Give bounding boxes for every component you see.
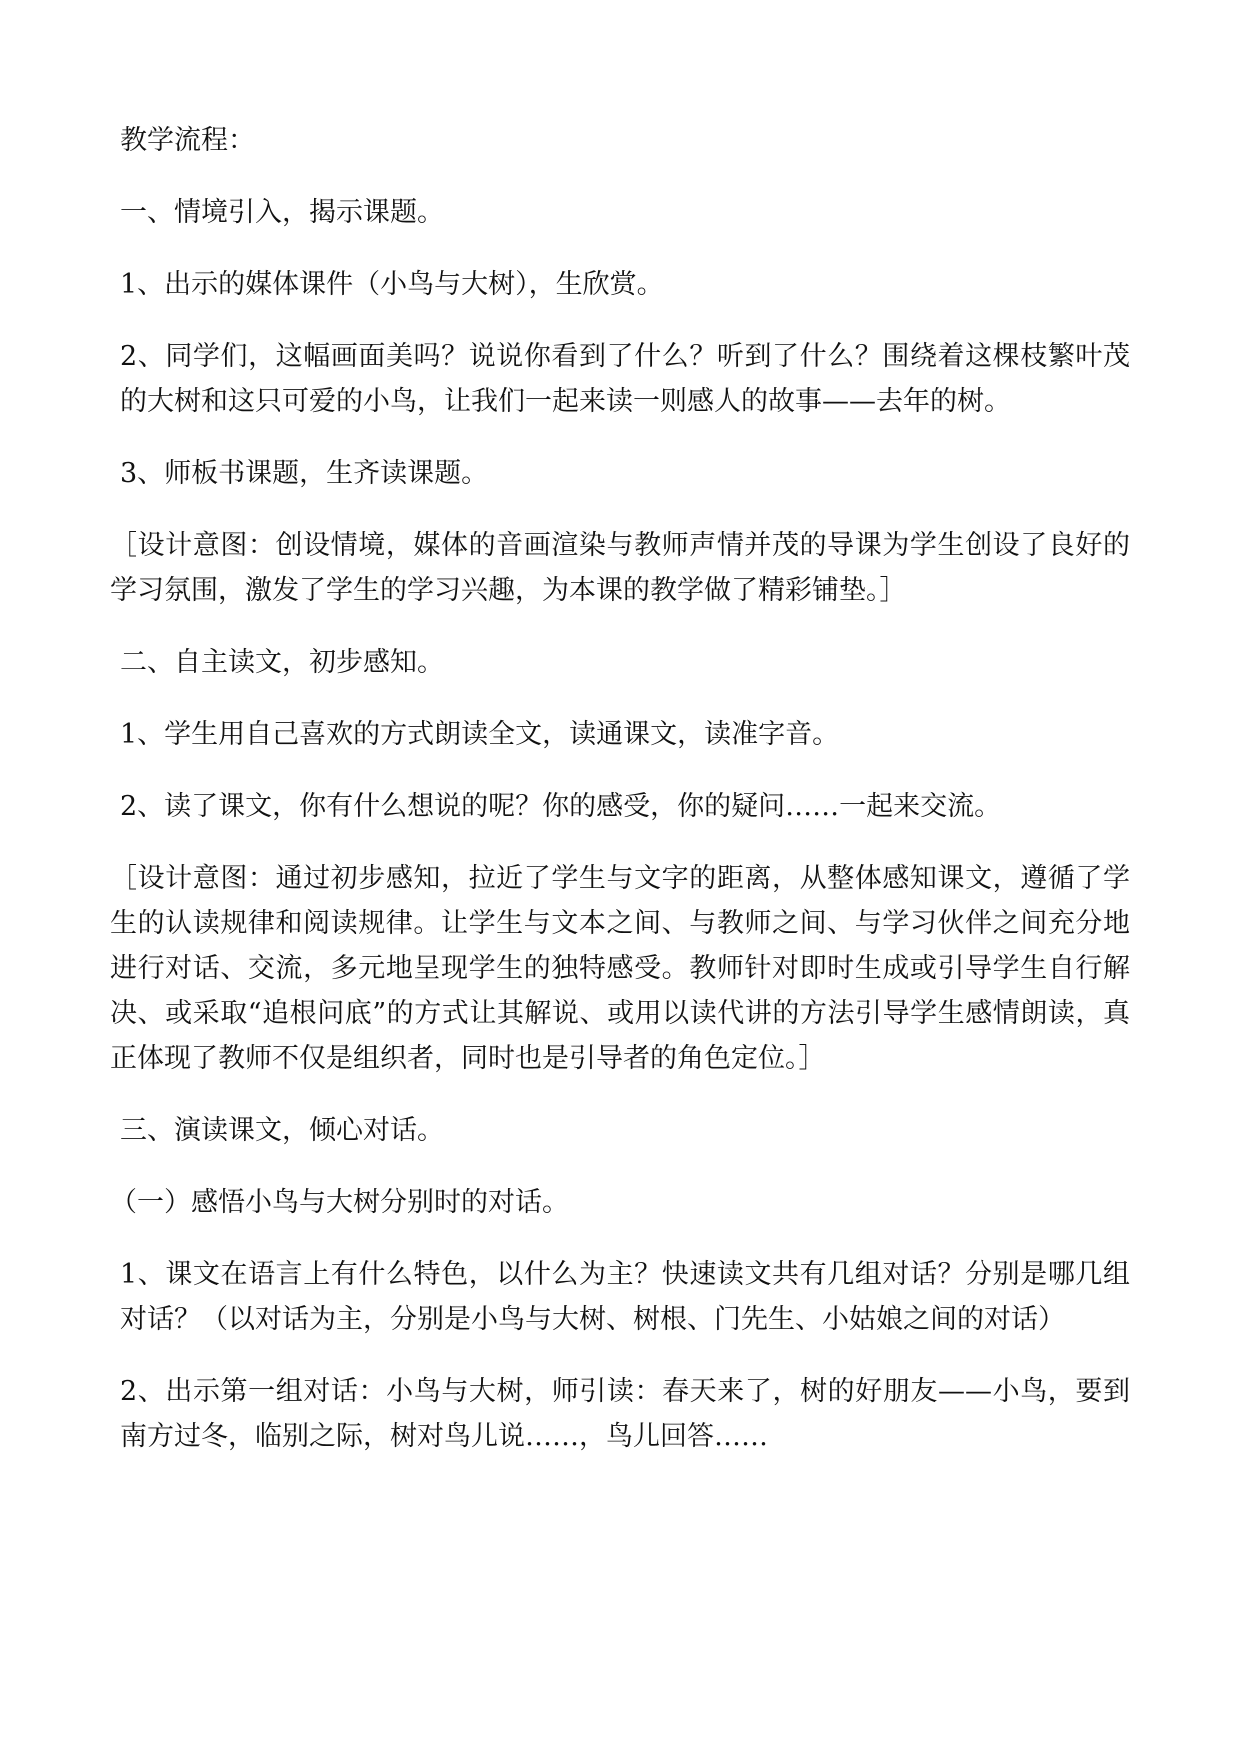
step-2-1: 1、学生用自己喜欢的方式朗读全文，读通课文，读准字音。	[120, 719, 840, 750]
subsection-heading-3-1: （一）感悟小鸟与大树分别时的对话。	[110, 1187, 569, 1218]
design-intent-2: ［设计意图：通过初步感知，拉近了学生与文字的距离，从整体感知课文，遵循了学生的认读规律和阅读规律。让学生与文本之间、与教师之间、与学习伙伴之间充分地进行对话、交流，多元地呈现学生的独特感受。教师针对即时生成或引导学生自行解决、或采取“追根问底”的方式让其解说、或用以读代讲的方法引导学生感情朗读，真正体现了教师不仅是组织者，同时也是引导者的角色定位。］	[110, 863, 1130, 1074]
step-2-2: 2、读了课文，你有什么想说的呢？你的感受，你的疑问……一起来交流。	[120, 791, 1002, 822]
step-3-2: 2、出示第一组对话：小鸟与大树，师引读：春天来了，树的好朋友——小鸟，要到南方过冬，临别之际，树对鸟儿说……，鸟儿回答……	[120, 1376, 1130, 1452]
step-1-1: 1、出示的媒体课件（小鸟与大树），生欣赏。	[120, 269, 664, 300]
section-heading-process: 教学流程：	[120, 125, 255, 156]
design-intent-1: ［设计意图：创设情境，媒体的音画渲染与教师声情并茂的导课为学生创设了良好的学习氛围，激发了学生的学习兴趣，为本课的教学做了精彩铺垫。］	[110, 530, 1130, 606]
document-page	[110, 118, 1130, 1486]
step-1-2: 2、同学们，这幅画面美吗？说说你看到了什么？听到了什么？围绕着这棵枝繁叶茂的大树和这只可爱的小鸟，让我们一起来读一则感人的故事——去年的树。	[120, 341, 1130, 417]
step-3-1: 1、课文在语言上有什么特色，以什么为主？快速读文共有几组对话？分别是哪几组对话？（以对话为主，分别是小鸟与大树、树根、门先生、小姑娘之间的对话）	[120, 1259, 1130, 1335]
section-heading-3: 三、演读课文，倾心对话。	[120, 1115, 444, 1146]
section-heading-2: 二、自主读文，初步感知。	[120, 647, 444, 678]
step-1-3: 3、师板书课题，生齐读课题。	[120, 458, 489, 489]
section-heading-1: 一、情境引入，揭示课题。	[120, 197, 444, 228]
